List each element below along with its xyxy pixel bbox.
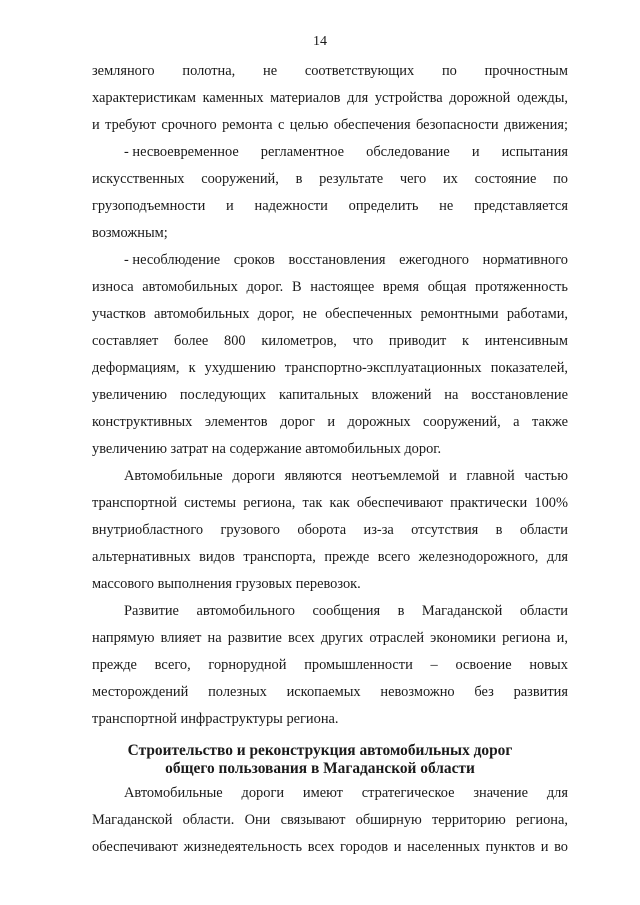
text-word: прочностным [484, 63, 568, 79]
text-word: состояние [474, 171, 537, 187]
text-word: 800 [224, 333, 246, 349]
text-word: сообщения [312, 603, 381, 619]
text-line [92, 62, 568, 80]
text-line: и требуют срочного ремонта с целью обеспечения безопасности движения; [92, 117, 568, 133]
text-word: дороги [241, 785, 285, 801]
text-word: горнорудной [208, 657, 287, 673]
text-word: прежде [92, 657, 137, 673]
text-word: области [519, 603, 568, 619]
text-word: чего [399, 171, 427, 187]
text-line: конструктивных элементов дорог и дорожных сооружений, а также [92, 414, 568, 430]
text-word: - несоблюдение [124, 252, 221, 268]
text-line: участков автомобильных дорог, не обеспеченных ремонтными работами, [92, 306, 568, 322]
text-line: деформациям, к ухудшению транспортно-эксплуатационных показателей, [92, 360, 568, 376]
section-heading-line-1: Строительство и реконструкция автомобильных дорог [127, 742, 513, 759]
text-word: обследование [366, 144, 450, 160]
text-word: стратегическое [361, 785, 455, 801]
text-word: интенсивным [484, 333, 568, 349]
text-word: в [397, 603, 405, 619]
text-word: без [474, 684, 494, 700]
text-word: из-за [363, 522, 394, 538]
text-word: более [174, 333, 209, 349]
text-word: месторождений [92, 684, 189, 700]
text-line: напрямую влияет на развитие всех других отраслей экономики региона и, [92, 630, 568, 646]
text-word: определить [348, 198, 419, 214]
text-line [124, 602, 568, 620]
text-word: нормативного [482, 252, 568, 268]
text-word: значение [473, 785, 528, 801]
text-line: характеристикам каменных материалов для устройства дорожной одежды, [92, 90, 568, 106]
text-word: надежности [254, 198, 328, 214]
text-word: в [495, 522, 503, 538]
text-word: не [263, 63, 278, 79]
text-word: представляется [474, 198, 568, 214]
text-word: отсутствия [411, 522, 479, 538]
text-word: и [471, 144, 480, 160]
text-word: по [553, 171, 568, 187]
section-heading-line-2: общего пользования в Магаданской области [165, 760, 475, 777]
text-word: Развитие [124, 603, 179, 619]
text-word: по [441, 63, 457, 79]
text-word: не [439, 198, 454, 214]
text-word: оборота [297, 522, 347, 538]
text-line: транспортной инфраструктуры региона. [92, 711, 339, 727]
text-line [92, 170, 568, 188]
text-word: регламентное [260, 144, 345, 160]
text-word: Автомобильные [124, 785, 223, 801]
text-line: увеличению последующих капитальных вложений на восстановление [92, 387, 568, 403]
text-word: промышленности [304, 657, 413, 673]
text-line: Автомобильные дороги являются неотъемлемой и главной частью [124, 468, 568, 484]
text-word: и [226, 198, 234, 214]
text-word: – [430, 657, 438, 673]
text-line [124, 251, 568, 269]
text-word: внутриобластного [92, 522, 204, 538]
page-number: 14 [313, 34, 327, 49]
text-word: в [295, 171, 303, 187]
text-word: грузового [220, 522, 280, 538]
text-line: обеспечивают жизнедеятельность всех городов и населенных пунктов и во [92, 839, 568, 855]
text-word: новых [529, 657, 568, 673]
text-line [92, 683, 568, 701]
text-line: альтернативных видов транспорта, прежде всего железнодорожного, для [92, 549, 568, 565]
text-word: развития [513, 684, 568, 700]
text-word: полезных [208, 684, 267, 700]
text-line [92, 521, 568, 539]
text-word: ежегодного [399, 252, 469, 268]
text-line [92, 656, 568, 674]
text-word: искусственных [92, 171, 185, 187]
text-word: их [442, 171, 458, 187]
text-word: составляет [92, 333, 159, 349]
text-word: полотна, [182, 63, 236, 79]
text-word: что [352, 333, 374, 349]
text-word: результате [319, 171, 384, 187]
text-word: к [462, 333, 470, 349]
text-word: для [546, 785, 568, 801]
text-word: сооружений, [201, 171, 279, 187]
text-word: земляного [92, 63, 155, 79]
text-word: имеют [302, 785, 343, 801]
text-word: грузоподъемности [92, 198, 206, 214]
text-word: всего, [154, 657, 191, 673]
text-line [92, 197, 568, 215]
text-line [124, 143, 568, 161]
text-word: ископаемых [286, 684, 361, 700]
text-word: освоение [455, 657, 512, 673]
text-line: транспортной системы региона, так как обеспечивают практически 100% [92, 495, 568, 511]
text-word: испытания [501, 144, 568, 160]
text-line: Магаданской области. Они связывают обширную территорию региона, [92, 812, 568, 828]
text-word: области [519, 522, 568, 538]
text-word: - несвоевременное [124, 144, 239, 160]
text-line: возможным; [92, 225, 168, 241]
text-line [92, 332, 568, 350]
text-word: соответствующих [304, 63, 415, 79]
text-line: износа автомобильных дорог. В настоящее время общая протяженность [92, 279, 568, 295]
text-line [124, 784, 568, 802]
text-word: сроков [233, 252, 275, 268]
text-word: Магаданской [421, 603, 503, 619]
text-word: невозможно [380, 684, 455, 700]
text-word: автомобильного [196, 603, 296, 619]
text-word: восстановления [288, 252, 386, 268]
text-word: километров, [261, 333, 337, 349]
text-word: приводит [388, 333, 447, 349]
text-line: увеличению затрат на содержание автомобильных дорог. [92, 441, 442, 457]
text-line: массового выполнения грузовых перевозок. [92, 576, 361, 592]
